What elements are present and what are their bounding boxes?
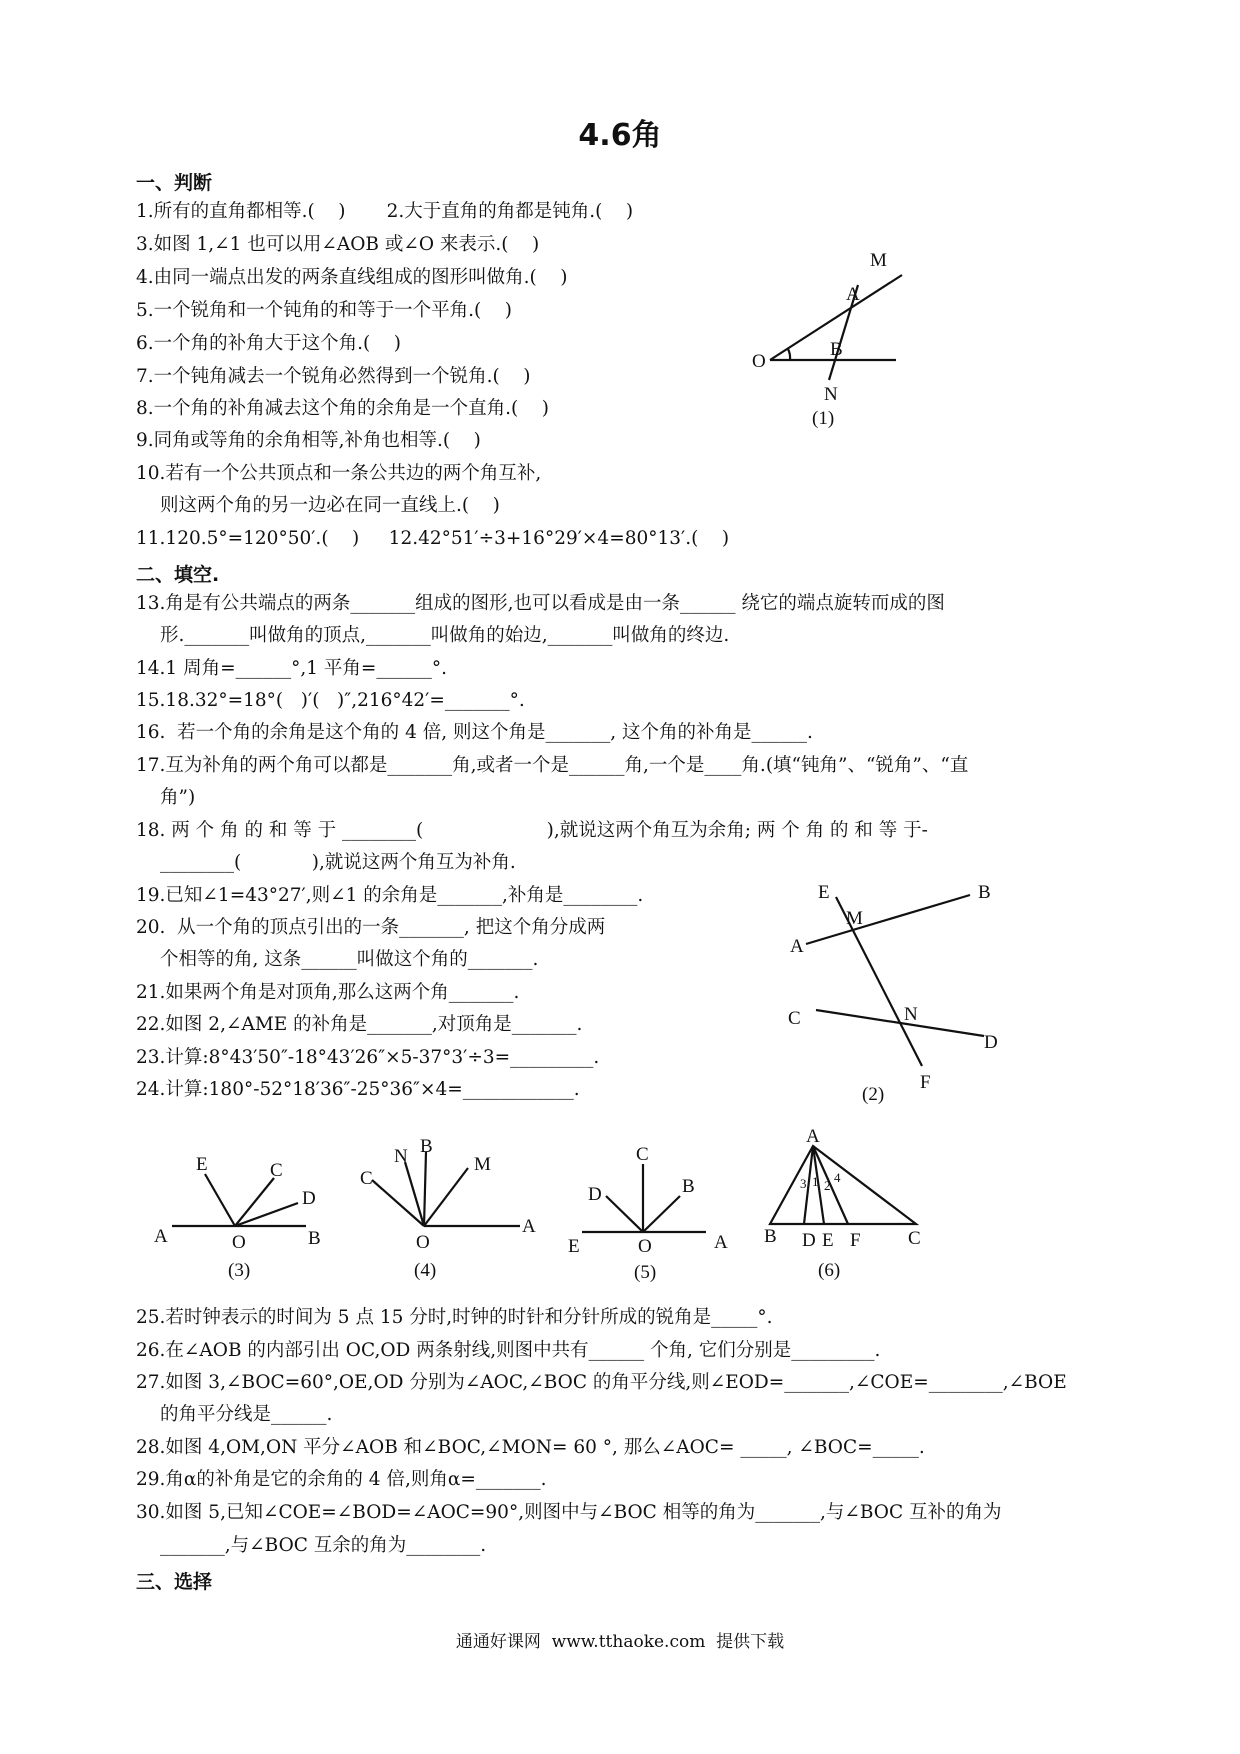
fig6-label-2: 2 bbox=[824, 1178, 831, 1193]
fig5-caption: (5) bbox=[634, 1262, 657, 1283]
question-18-line2: ________( ),就说这两个角互为补角. bbox=[160, 852, 516, 873]
fig4-label-n: N bbox=[394, 1146, 408, 1167]
page-title: 4.6角 bbox=[578, 118, 662, 153]
fig1-caption: (1) bbox=[812, 408, 835, 429]
fig6-label-3: 3 bbox=[800, 1176, 807, 1191]
fig6-caption: (6) bbox=[818, 1260, 841, 1281]
figure-2 bbox=[806, 895, 984, 1066]
question-9: 9.同角或等角的余角相等,补角也相等.( ) bbox=[136, 430, 481, 451]
fig5-label-o: O bbox=[638, 1236, 652, 1257]
question-22: 22.如图 2,∠AME 的补角是_______,对顶角是_______. bbox=[136, 1014, 583, 1035]
question-19: 19.已知∠1=43°27′,则∠1 的余角是_______,补角是________. bbox=[136, 885, 644, 906]
fig1-label-o: O bbox=[752, 351, 766, 372]
fig6-label-e: E bbox=[822, 1230, 834, 1251]
fig6-label-f: F bbox=[850, 1230, 861, 1251]
fig6-label-d: D bbox=[802, 1230, 816, 1251]
fig4-caption: (4) bbox=[414, 1260, 437, 1281]
fig1-label-a: A bbox=[846, 284, 860, 305]
fig2-caption: (2) bbox=[862, 1084, 885, 1105]
fig2-label-n: N bbox=[904, 1004, 918, 1025]
question-26: 26.在∠AOB 的内部引出 OC,OD 两条射线,则图中共有______ 个角, 它们分别是_________. bbox=[136, 1340, 881, 1361]
fig6-label-1: 1 bbox=[812, 1174, 819, 1189]
fig2-label-b: B bbox=[978, 882, 991, 903]
question-25: 25.若时钟表示的时间为 5 点 15 分时,时钟的时针和分针所成的锐角是_____°. bbox=[136, 1307, 773, 1328]
figure-6 bbox=[770, 1146, 916, 1224]
fig1-label-n: N bbox=[824, 384, 838, 405]
question-18-line1: 18. 两 个 角 的 和 等 于 ________( ),就说这两个角互为余角; 两 个 角 的 和 等 于- bbox=[136, 820, 928, 841]
figure-3 bbox=[172, 1174, 306, 1226]
question-1-2: 1.所有的直角都相等.( ) 2.大于直角的角都是钝角.( ) bbox=[136, 201, 634, 222]
question-16: 16. 若一个角的余角是这个角的 4 倍, 则这个角是_______, 这个角的补角是______. bbox=[136, 722, 813, 743]
fig4-label-m: M bbox=[474, 1154, 491, 1175]
fig3-label-a: A bbox=[154, 1226, 168, 1247]
question-27-line1: 27.如图 3,∠BOC=60°,OE,OD 分别为∠AOC,∠BOC 的角平分线,则∠EOD=_______,∠COE=________,∠BOE bbox=[136, 1372, 1067, 1393]
fig2-label-f: F bbox=[920, 1072, 931, 1093]
fig2-label-c: C bbox=[788, 1008, 801, 1029]
fig3-label-e: E bbox=[196, 1154, 208, 1175]
question-8: 8.一个角的补角减去这个角的余角是一个直角.( ) bbox=[136, 398, 549, 419]
section-fill-blank: 二、填空. bbox=[136, 564, 220, 586]
fig4-label-o: O bbox=[416, 1232, 430, 1253]
question-6: 6.一个角的补角大于这个角.( ) bbox=[136, 333, 401, 354]
section-judgement: 一、判断 bbox=[136, 172, 213, 194]
fig4-label-c: C bbox=[360, 1168, 373, 1189]
question-13-line2: 形._______叫做角的顶点,_______叫做角的始边,_______叫做角的终边. bbox=[160, 625, 730, 646]
footer: 通通好课网 www.tthaoke.com 提供下载 bbox=[455, 1632, 785, 1652]
fig6-label-4: 4 bbox=[834, 1170, 841, 1185]
fig5-label-e: E bbox=[568, 1236, 580, 1257]
question-28: 28.如图 4,OM,ON 平分∠AOB 和∠BOC,∠MON= 60 °, 那么∠AOC= _____, ∠BOC=_____. bbox=[136, 1437, 925, 1458]
fig5-label-b: B bbox=[682, 1176, 695, 1197]
question-5: 5.一个锐角和一个钝角的和等于一个平角.( ) bbox=[136, 300, 512, 321]
question-4: 4.由同一端点出发的两条直线组成的图形叫做角.( ) bbox=[136, 267, 568, 288]
fig4-label-b: B bbox=[420, 1136, 433, 1157]
fig2-label-a: A bbox=[790, 936, 804, 957]
question-3: 3.如图 1,∠1 也可以用∠AOB 或∠O 来表示.( ) bbox=[136, 234, 540, 255]
fig5-label-a: A bbox=[714, 1232, 728, 1253]
question-11-12: 11.120.5°=120°50′.( ) 12.42°51′÷3+16°29′×4=80°13′.( ) bbox=[136, 528, 730, 549]
question-17-line2: 角”) bbox=[160, 787, 196, 808]
question-29: 29.角α的补角是它的余角的 4 倍,则角α=_______. bbox=[136, 1469, 547, 1490]
fig4-label-a: A bbox=[522, 1216, 536, 1237]
fig3-label-o: O bbox=[232, 1232, 246, 1253]
question-24: 24.计算:180°-52°18′36″-25°36″×4=____________. bbox=[136, 1079, 580, 1100]
question-30-line2: _______,与∠BOC 互余的角为________. bbox=[160, 1535, 487, 1556]
fig5-label-d: D bbox=[588, 1184, 602, 1205]
question-10-line2: 则这两个角的另一边必在同一直线上.( ) bbox=[160, 495, 500, 516]
fig6-label-c: C bbox=[908, 1228, 921, 1249]
fig1-label-m: M bbox=[870, 250, 887, 271]
section-choice: 三、选择 bbox=[136, 1571, 213, 1593]
fig3-label-c: C bbox=[270, 1160, 283, 1181]
question-15: 15.18.32°=18°( )′( )″,216°42′=_______°. bbox=[136, 690, 525, 711]
question-13-line1: 13.角是有公共端点的两条_______组成的图形,也可以看成是由一条______ 绕它的端点旋转而成的图 bbox=[136, 593, 945, 614]
question-20-line2: 个相等的角, 这条______叫做这个角的_______. bbox=[160, 949, 539, 970]
question-30-line1: 30.如图 5,已知∠COE=∠BOD=∠AOC=90°,则图中与∠BOC 相等的角为_______,与∠BOC 互补的角为 bbox=[136, 1502, 1002, 1523]
question-7: 7.一个钝角减去一个锐角必然得到一个锐角.( ) bbox=[136, 366, 531, 387]
question-14: 14.1 周角=______°,1 平角=______°. bbox=[136, 658, 447, 679]
fig3-label-d: D bbox=[302, 1188, 316, 1209]
fig3-label-b: B bbox=[308, 1228, 321, 1249]
fig1-label-b: B bbox=[830, 339, 843, 360]
fig6-label-b: B bbox=[764, 1226, 777, 1247]
fig5-label-c: C bbox=[636, 1144, 649, 1165]
fig3-caption: (3) bbox=[228, 1260, 251, 1281]
question-17-line1: 17.互为补角的两个角可以都是_______角,或者一个是______角,一个是____角.(填“钝角”、“锐角”、“直 bbox=[136, 755, 969, 776]
fig2-label-e: E bbox=[818, 882, 830, 903]
question-21: 21.如果两个角是对顶角,那么这两个角_______. bbox=[136, 982, 520, 1003]
question-10-line1: 10.若有一个公共顶点和一条公共边的两个角互补, bbox=[136, 463, 542, 484]
fig2-label-m: M bbox=[846, 908, 863, 929]
figure-1 bbox=[770, 275, 902, 380]
question-27-line2: 的角平分线是______. bbox=[160, 1404, 333, 1425]
question-23: 23.计算:8°43′50″-18°43′26″×5-37°3′÷3=_________. bbox=[136, 1047, 600, 1068]
question-20-line1: 20. 从一个角的顶点引出的一条_______, 把这个角分成两 bbox=[136, 917, 606, 938]
fig2-label-d: D bbox=[984, 1032, 998, 1053]
fig6-label-a: A bbox=[806, 1126, 820, 1147]
